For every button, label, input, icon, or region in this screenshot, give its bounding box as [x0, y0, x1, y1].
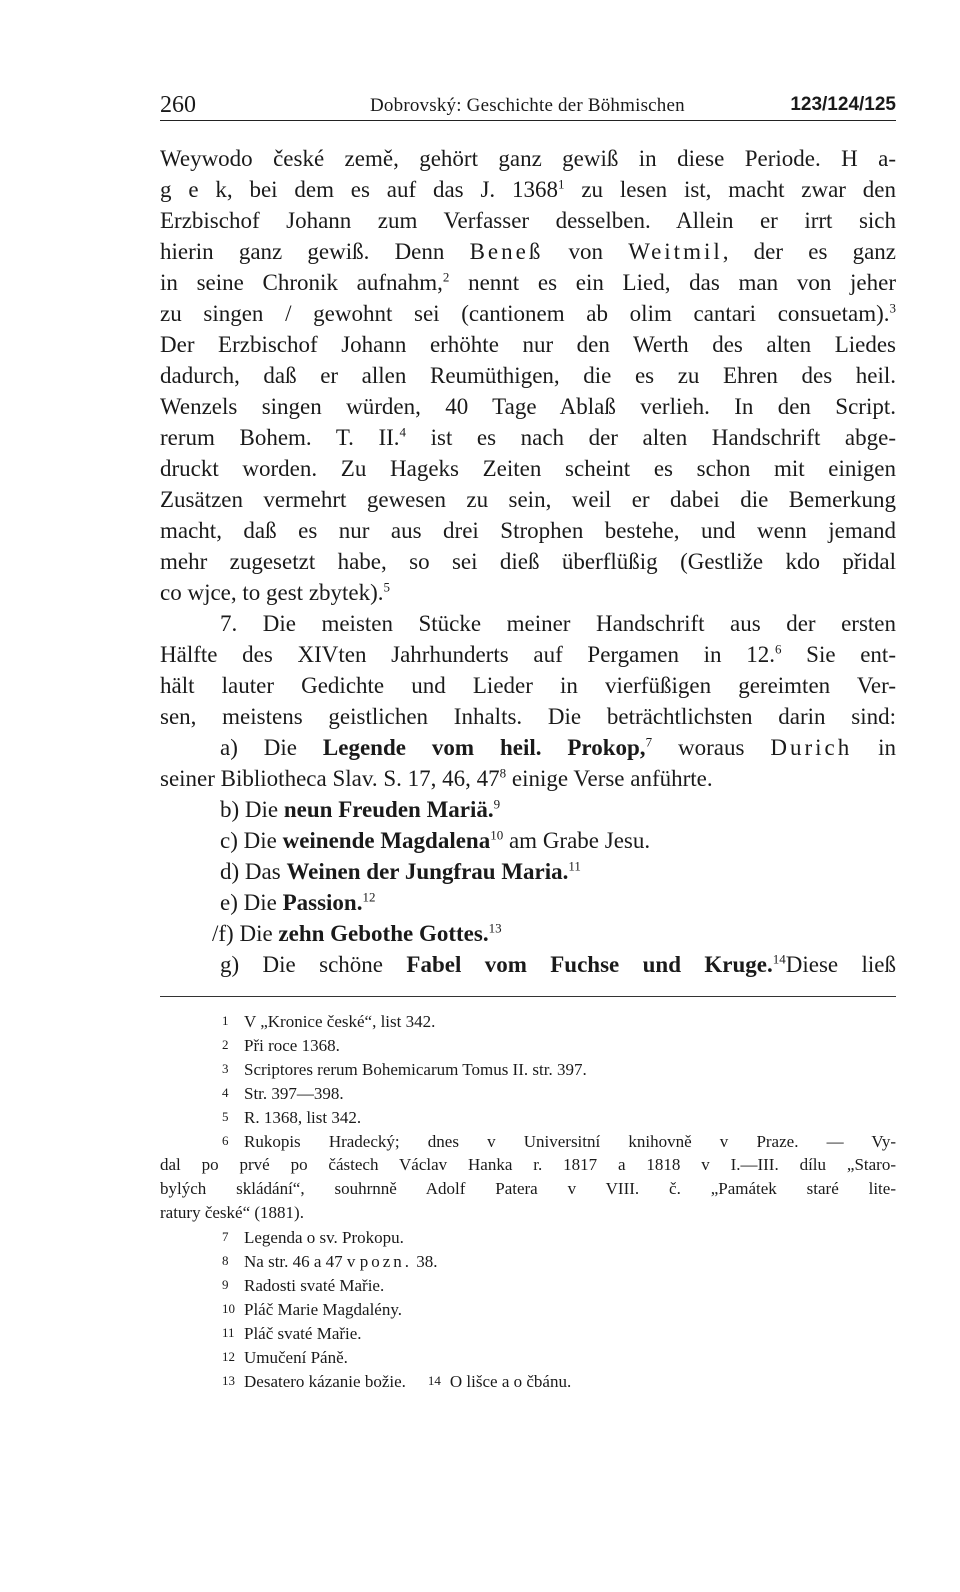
text-segment: Hälfte des XIVten Jahrhunderts auf Pergamen in 12. [160, 642, 775, 667]
text-segment: ist es nach der alten Handschrift abge- [406, 425, 896, 450]
footnote-ref: 7 [645, 734, 653, 750]
footnote-ref: 11 [568, 858, 581, 874]
work-title: Passion. [282, 890, 363, 915]
text-line [160, 732, 896, 763]
text-segment: von [543, 239, 629, 264]
footnote-number: 13 [222, 1373, 235, 1388]
footnote-number: 12 [222, 1349, 235, 1364]
footnote-text: 38. [411, 1252, 438, 1271]
text-segment: g e k, bei dem es auf das J. 1368 [160, 177, 558, 202]
text-segment: e) Die [220, 890, 283, 915]
footnotes [160, 1009, 896, 1393]
footnote-text: Legenda o sv. Prokopu. [244, 1228, 404, 1247]
footnote-number: 3 [222, 1061, 229, 1076]
footnote-divider [160, 996, 896, 997]
footnote-number: 9 [222, 1277, 229, 1292]
footnote-text: Desatero kázanie božie. [244, 1372, 406, 1391]
footnote-number: 10 [222, 1301, 235, 1316]
footnote-text: Na str. 46 a 47 v [244, 1252, 360, 1271]
footnote-ref: 13 [488, 920, 502, 936]
footnote [160, 1105, 896, 1129]
footnote-text: V „Kronice české“, list 342. [244, 1012, 436, 1031]
footnote [160, 1249, 896, 1273]
text-line [160, 794, 896, 825]
text-line: Der Erzbischof Johann erhöhte nur den Werth des alten Liedes [160, 332, 896, 357]
footnote-number: 5 [222, 1109, 229, 1124]
footnote-text: Rukopis Hradecký; dnes v Universitní knihovně v Praze. — Vy- [244, 1132, 896, 1151]
footnote-number: 11 [222, 1325, 235, 1340]
book-page [160, 88, 896, 1393]
footnote [160, 1321, 896, 1345]
footnote [160, 1369, 896, 1393]
text-line: druckt worden. Zu Hageks Zeiten scheint es schon mit einigen [160, 456, 896, 481]
footnote-ref: 3 [889, 300, 896, 316]
text-line [160, 236, 896, 267]
text-line: mehr zugesetzt habe, so sei dieß überflüßig (Gestliže kdo přidal [160, 549, 896, 574]
text-line: sen, meistens geistlichen Inhalts. Die beträchtlichsten darin sind: [160, 704, 896, 729]
text-line: Erzbischof Johann zum Verfasser desselben. Allein er irrt sich [160, 208, 896, 233]
text-line [160, 267, 896, 298]
text-line [160, 608, 896, 639]
footnote-continuation: bylých skládání“, souhrnně Adolf Patera v VIII. č. „Památek staré lite- [160, 1179, 896, 1198]
work-title: Legende vom heil. Prokop, [322, 735, 646, 760]
text-segment: seiner Bibliotheca Slav. S. 17, 46, 47 [160, 766, 500, 791]
text-line: Wenzels singen würden, 40 Tage Ablaß verlieh. In den Script. [160, 394, 896, 419]
footnote [160, 1033, 896, 1057]
text-line [160, 577, 896, 608]
text-segment: rerum Bohem. T. II. [160, 425, 400, 450]
footnote-continuation: dal po prvé po částech Václav Hanka r. 1817 a 1818 v I.—III. dílu „Staro- [160, 1155, 896, 1174]
text-line [160, 763, 896, 794]
text-segment: Diese ließ [785, 952, 896, 977]
footnote-ref: 9 [493, 796, 501, 812]
text-segment: zu singen / gewohnt sei (cantionem ab olim cantari consuetam). [160, 301, 890, 326]
text-line: Zusätzen vermehrt gewesen zu sein, weil er dabei die Bemerkung [160, 487, 896, 512]
text-line: dadurch, daß er allen Reumüthigen, die es zu Ehren des heil. [160, 363, 896, 388]
text-line [160, 918, 896, 949]
footnote-ref: 12 [362, 889, 376, 905]
footnote-text: Umučení Páně. [244, 1348, 348, 1367]
footnote-text: O lišce a o čbánu. [449, 1372, 572, 1391]
running-header [160, 88, 896, 121]
footnote-text: Radosti svaté Mařie. [244, 1276, 385, 1295]
text-segment: , der es ganz [722, 239, 896, 264]
running-title: Dobrovský: Geschichte der Böhmischen [370, 95, 685, 116]
footnote-text: Při roce 1368. [244, 1036, 340, 1055]
footnote-number: 4 [222, 1085, 229, 1100]
footnote-ref: 6 [774, 641, 782, 657]
text-segment: c) Die [220, 828, 283, 853]
footnote [160, 1129, 896, 1153]
work-title: zehn Gebothe Gottes. [278, 921, 489, 946]
author-name: Weitmil [628, 239, 723, 264]
text-line [160, 949, 896, 980]
footnote-text: pozn. [359, 1252, 412, 1271]
text-segment: zu lesen ist, macht zwar den [564, 177, 897, 202]
text-line [160, 887, 896, 918]
author-name: Beneß [469, 239, 544, 264]
text-segment: am Grabe Jesu. [503, 828, 651, 853]
text-segment: einige Verse anführte. [506, 766, 713, 791]
body-text [160, 143, 896, 980]
footnote-ref: 2 [442, 269, 450, 285]
footnote-number: 14 [427, 1373, 441, 1388]
text-segment: /f) Die [212, 921, 279, 946]
text-segment: a) Die [220, 735, 323, 760]
author-name: Durich [770, 735, 853, 760]
footnote [160, 1273, 896, 1297]
footnote-ref: 14 [772, 951, 786, 967]
text-segment: co wjce, to gest zbytek). [160, 580, 384, 605]
footnote-number: 8 [222, 1253, 229, 1268]
footnote-text: Str. 397—398. [244, 1084, 344, 1103]
footnote [160, 1297, 896, 1321]
text-line [160, 174, 896, 205]
text-segment: g) Die schöne [220, 952, 407, 977]
footnote-ref: 10 [490, 827, 504, 843]
page-number: 260 [160, 92, 196, 118]
text-line: macht, daß es nur aus drei Strophen bestehe, und wenn jemand [160, 518, 896, 543]
footnote-text: R. 1368, list 342. [244, 1108, 362, 1127]
footnote [160, 1081, 896, 1105]
text-line: hält lauter Gedichte und Lieder in vierfüßigen gereimten Ver- [160, 673, 896, 698]
text-segment: woraus [652, 735, 771, 760]
text-line [160, 825, 896, 856]
text-segment: Sie ent- [781, 642, 896, 667]
text-segment: d) Das [220, 859, 287, 884]
footnote [160, 1009, 896, 1033]
footnote-number: 2 [222, 1037, 229, 1052]
footnote-continuation: ratury české“ (1881). [160, 1203, 304, 1222]
text-line [160, 422, 896, 453]
footnote-text: Pláč Marie Magdalény. [244, 1300, 402, 1319]
footnote [160, 1225, 896, 1249]
work-title: weinende Magdalena [282, 828, 491, 853]
text-line: Weywodo české země, gehört ganz gewiß in diese Periode. H a- [160, 146, 896, 171]
footnote-text: Scriptores rerum Bohemicarum Tomus II. str. 397. [244, 1060, 587, 1079]
footnote-number: 6 [222, 1133, 229, 1148]
text-line [160, 856, 896, 887]
footnote-ref: 1 [558, 176, 565, 192]
footnote-ref: 5 [383, 579, 391, 595]
footnote [160, 1345, 896, 1369]
work-title: neun Freuden Mariä. [283, 797, 494, 822]
text-segment: in seine Chronik aufnahm, [160, 270, 443, 295]
page-reference: 123/124/125 [790, 94, 896, 115]
text-segment: b) Die [220, 797, 284, 822]
text-segment: nennt es ein Lied, das man von jeher [449, 270, 896, 295]
footnote [160, 1057, 896, 1081]
text-segment: hierin ganz gewiß. Denn [160, 239, 470, 264]
footnote-number: 1 [222, 1013, 229, 1028]
text-segment: in [852, 735, 897, 760]
footnote-number: 7 [222, 1229, 229, 1244]
work-title: Fabel vom Fuchse und Kruge. [406, 952, 773, 977]
text-line [160, 298, 896, 329]
work-title: Weinen der Jungfrau Maria. [286, 859, 569, 884]
footnote-text: Pláč svaté Mařie. [244, 1324, 362, 1343]
footnote-ref: 8 [499, 765, 507, 781]
text-line [160, 639, 896, 670]
footnote-ref: 4 [399, 424, 407, 440]
text-segment: 7. Die meisten Stücke meiner Handschrift aus der ersten [220, 611, 896, 636]
